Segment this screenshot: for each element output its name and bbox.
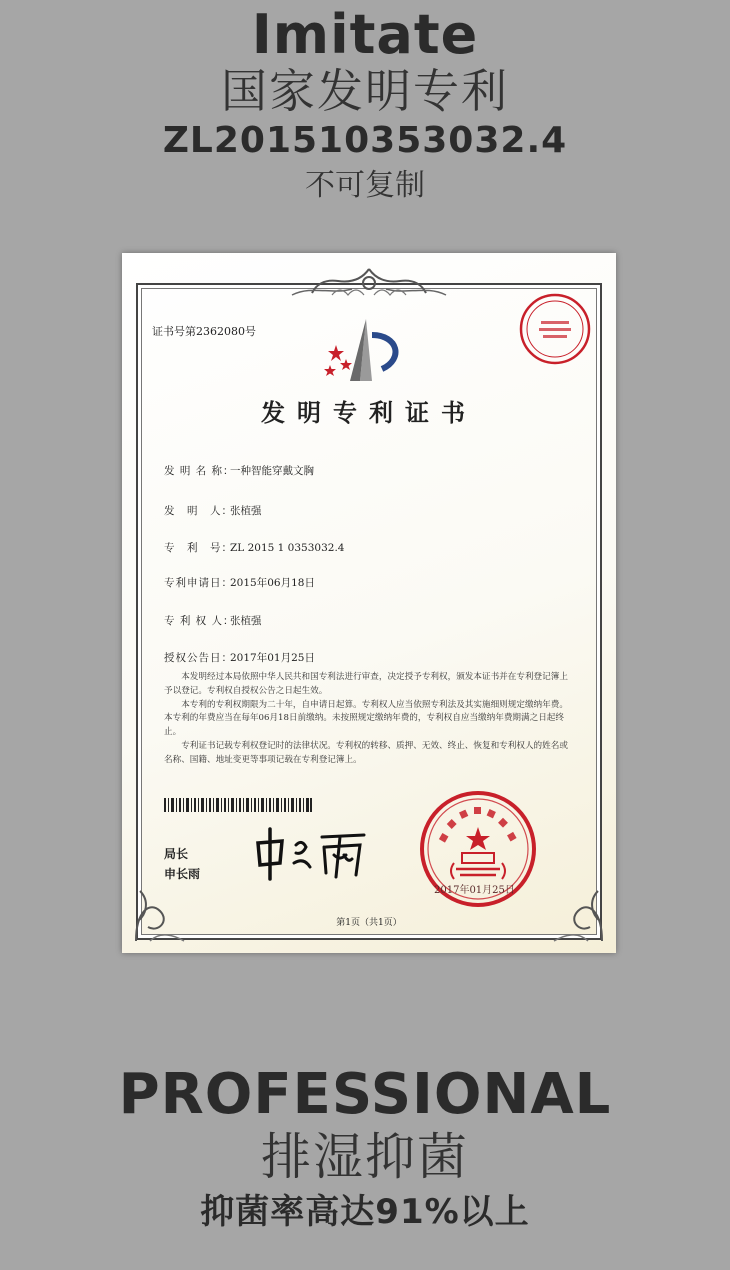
top-ornament-icon: [272, 265, 466, 301]
certificate-title: 发明专利证书: [261, 398, 477, 427]
director-title: 局长: [164, 847, 189, 861]
field-patent-number: 专 利 号：ZL 2015 1 0353032.4: [164, 542, 345, 554]
small-red-seal-icon: [517, 291, 593, 367]
body-paragraph: 本发明经过本局依照中华人民共和国专利法进行审查，决定授予专利权，颁发本证书并在专利登记簿上予以登记。专利权自授权公告之日起生效。: [164, 672, 568, 696]
seal-date: 2017年01月25日: [434, 885, 515, 896]
field-inventor: 发 明 人：张植强: [164, 505, 262, 517]
field-invention-name: 发 明 名 称：一种智能穿戴文胸: [164, 465, 314, 477]
body-paragraph: 本专利的专利权期限为二十年，自申请日起算。专利权人应当依照专利法及其实施细则规定缴纳年费。本专利的年费应当在每年06月18日前缴纳。未按照规定缴纳年费的，专利权自应当缴纳年费期满之日起终止。: [164, 699, 568, 738]
header-english-title: Imitate: [251, 3, 479, 66]
field-grant-date: 授权公告日：2017年01月25日: [164, 652, 315, 664]
bottom-right-ornament-icon: [548, 871, 608, 947]
patent-number: ZL201510353032.4: [162, 120, 568, 161]
patent-office-emblem-icon: [320, 315, 416, 385]
page-number: 第1页（共1页）: [336, 918, 402, 928]
handwritten-signature-icon: [252, 823, 372, 883]
header-note: 不可复制: [305, 168, 425, 203]
director-name: 申长雨: [164, 867, 201, 881]
footer-chinese-title: 排湿抑菌: [261, 1128, 469, 1186]
patent-certificate-image: [122, 253, 616, 953]
field-application-date: 专利申请日：2015年06月18日: [164, 577, 315, 589]
footer-description: 抑菌率高达91%以上: [200, 1192, 530, 1232]
body-paragraph: 专利证书记载专利权登记时的法律状况。专利权的转移、质押、无效、终止、恢复和专利权人的姓名或名称、国籍、地址变更等事项记载在专利登记簿上。: [164, 740, 568, 765]
header-chinese-title: 国家发明专利: [221, 64, 509, 118]
field-patentee: 专 利 权 人：张植强: [164, 615, 262, 627]
footer-english-title: PROFESSIONAL: [118, 1062, 612, 1127]
bottom-left-ornament-icon: [130, 871, 190, 947]
certificate-number: 证书号第2362080号: [152, 325, 256, 338]
barcode-icon: [164, 798, 312, 812]
certificate-body-text: [164, 671, 574, 768]
